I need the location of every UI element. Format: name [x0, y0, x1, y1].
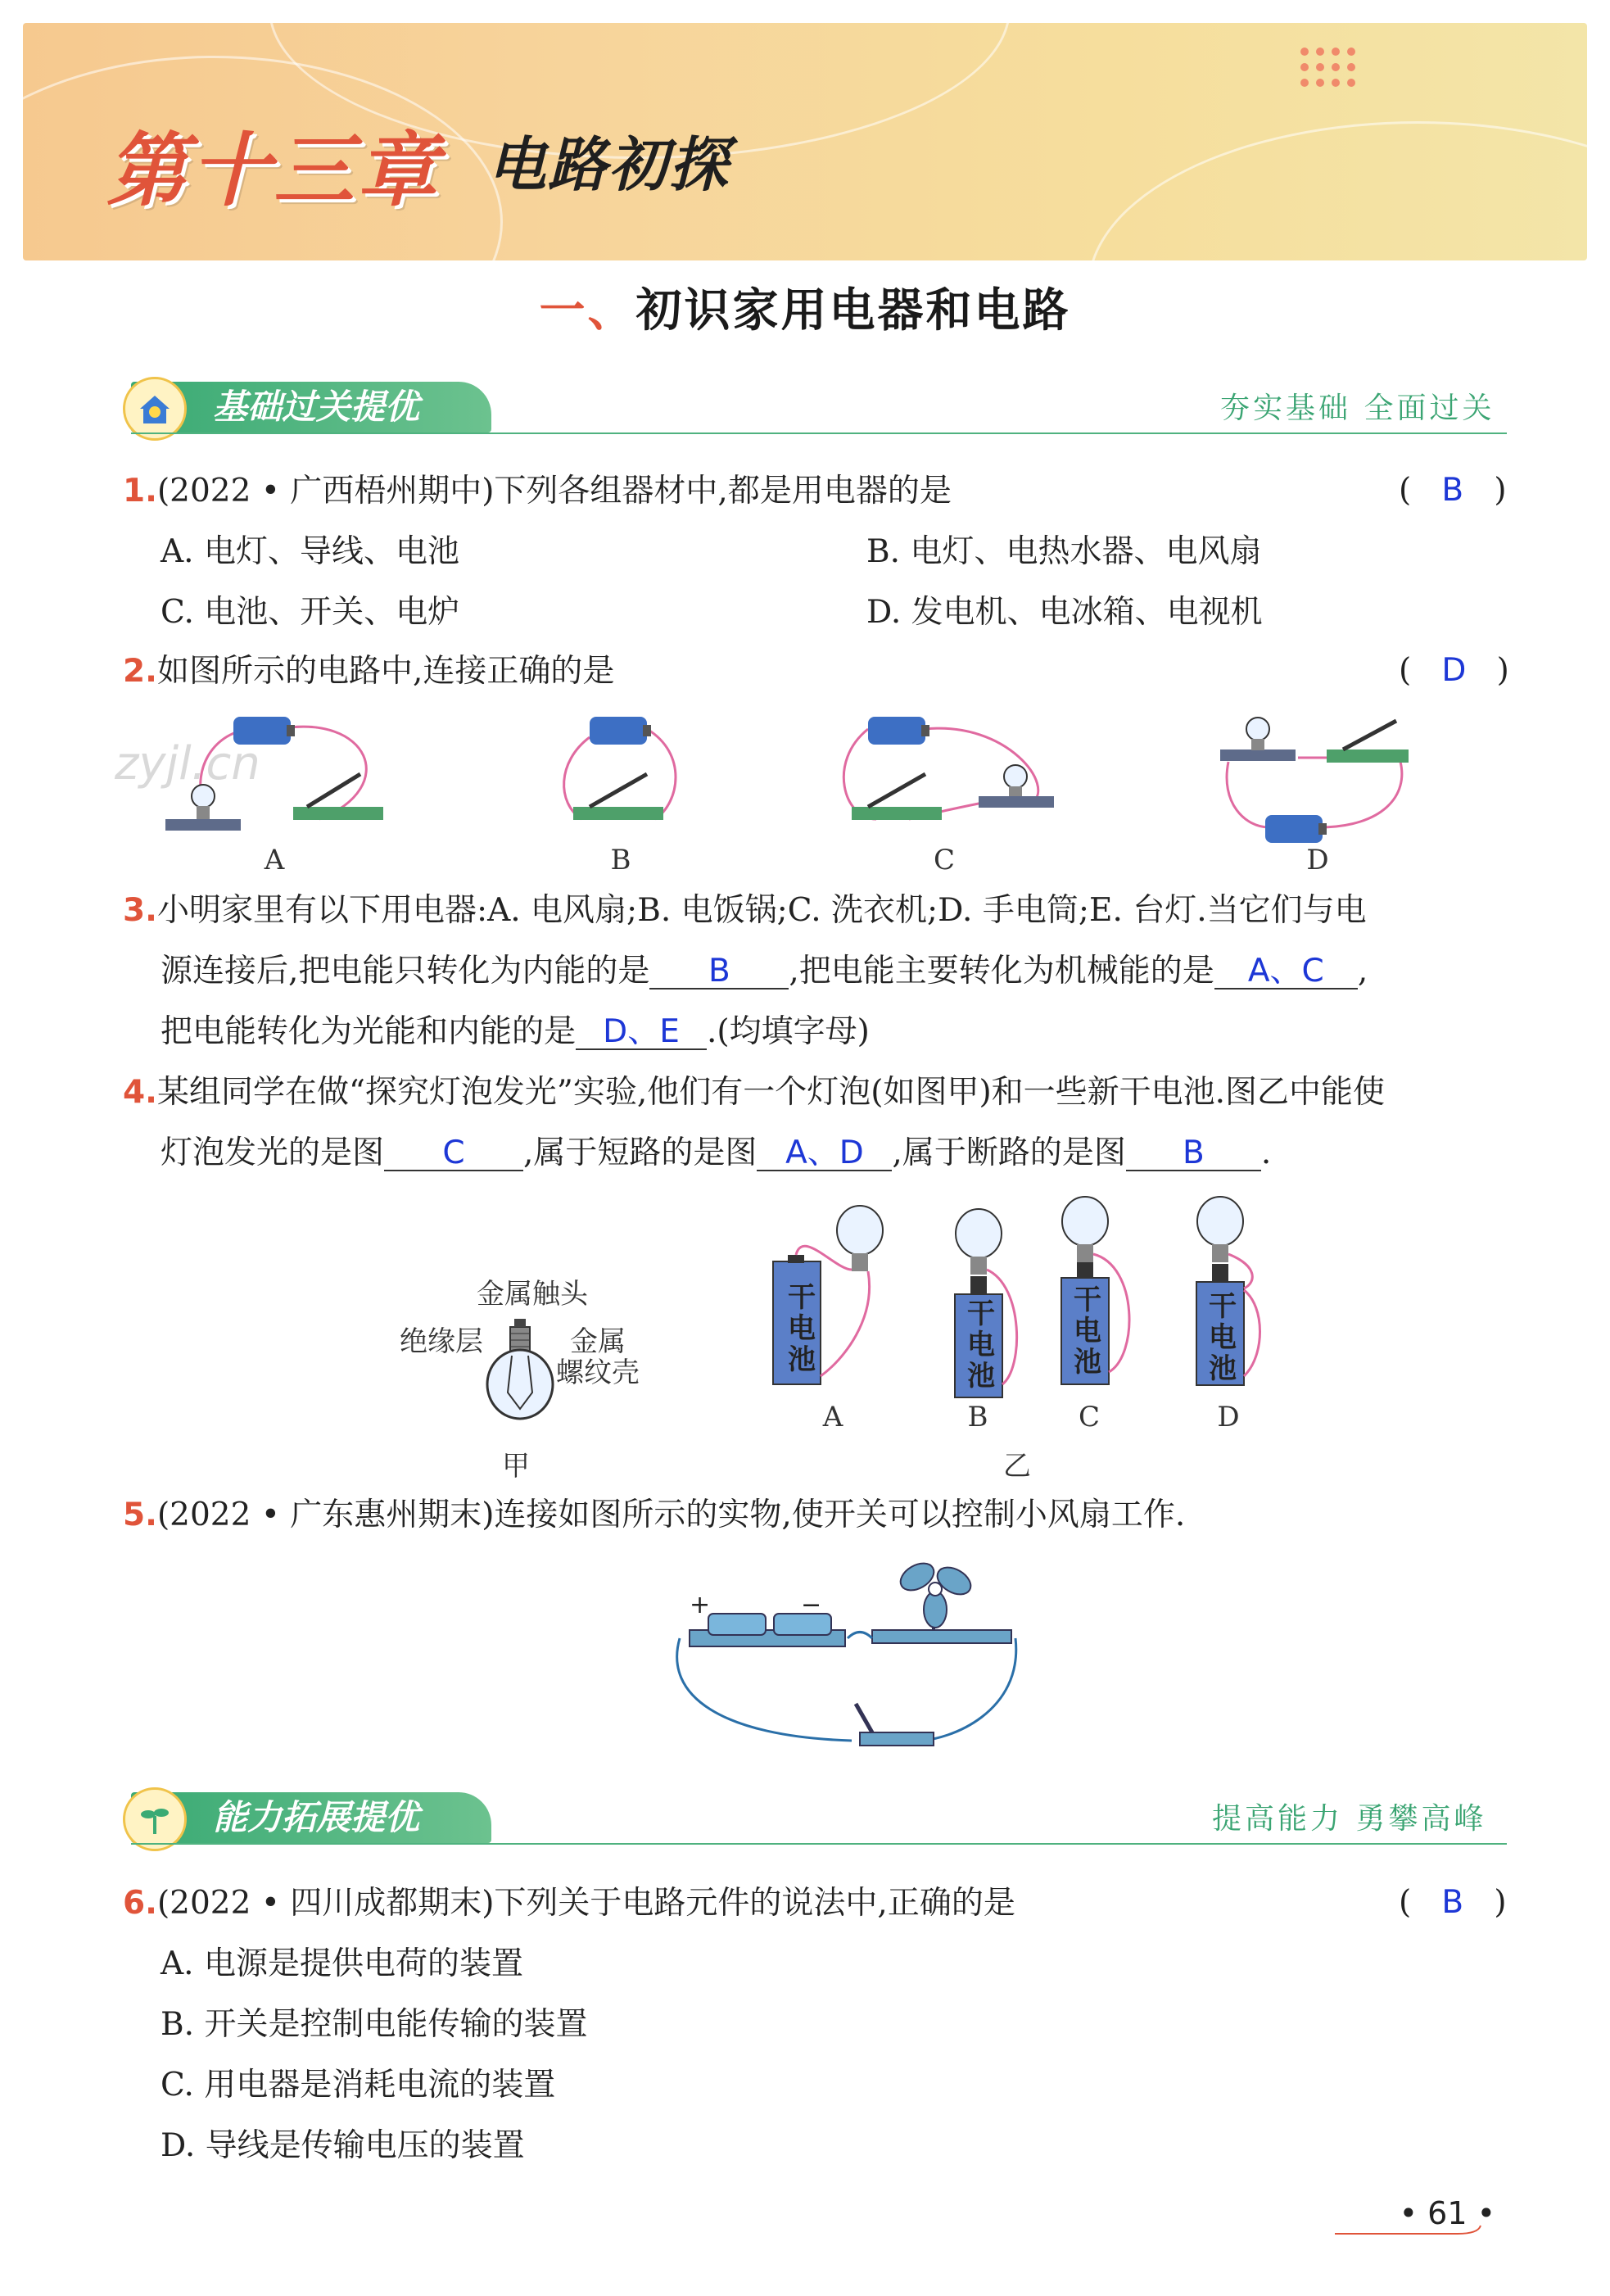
q6-option-c: C. 用电器是消耗电流的装置 [161, 2067, 556, 2104]
band-basic-label: 基础过关提优 [131, 382, 491, 432]
circuit-b-diagram [557, 704, 688, 852]
q1-answer: B [1441, 472, 1464, 509]
band-ability-label: 能力拓展提优 [131, 1792, 491, 1843]
q3-line3 [161, 1012, 870, 1052]
q6-option-d: D. 导线是传输电压的装置 [161, 2127, 525, 2164]
label-metal-shell-2: 螺纹壳 [556, 1356, 640, 1389]
q4-number: 4. [123, 1074, 157, 1111]
q3-line3-part1: 把电能转化为光能和内能的是 [161, 1013, 577, 1050]
q1-option-a: A. 电灯、导线、电池 [161, 533, 459, 570]
q3-line1-text: 小明家里有以下用电器:A. 电风扇;B. 电饭锅;C. 洗衣机;D. 手电筒;E. 台灯.当它们与电 [156, 892, 1367, 929]
q4-line2-part4: . [1260, 1134, 1272, 1171]
circuit-d-diagram [1220, 704, 1417, 852]
battery-label-b: B [967, 1401, 988, 1433]
section-title-text: 初识家用电器和电路 [635, 283, 1071, 337]
q4-line1-text: 某组同学在做“探究灯泡发光”实验,他们有一个灯泡(如图甲)和一些新干电池.图乙中能使 [156, 1074, 1386, 1111]
q3-line2-part1: 源连接后,把电能只转化为内能的是 [161, 953, 650, 989]
q6-stem-text: (2022 • 四川成都期末)下列关于电路元件的说法中,正确的是 [156, 1885, 1015, 1922]
chapter-number: 第十三章 [106, 125, 441, 218]
plus-sign: + [690, 1591, 711, 1619]
circuit-label-a: A [264, 844, 285, 876]
q6-option-a: A. 电源是提供电荷的装置 [161, 1945, 523, 1982]
q6-option-b: B. 开关是控制电能传输的装置 [161, 2006, 588, 2043]
plant-icon [123, 1787, 187, 1851]
q3-line2 [161, 952, 1368, 991]
q6-stem [123, 1884, 1015, 1923]
q4-line2-part3: ,属于断路的是图 [892, 1134, 1126, 1171]
circuit-label-c: C [933, 844, 955, 876]
q4-blank1[interactable]: C [384, 1137, 523, 1171]
page-number: • 61 • [1399, 2195, 1495, 2231]
decorative-dots [1300, 48, 1355, 87]
q2-number: 2. [123, 653, 157, 690]
battery-char: 池 [788, 1343, 816, 1376]
battery-label-a: A [822, 1401, 843, 1433]
q1-stem-text: (2022 • 广西梧州期中)下列各组器材中,都是用电器的是 [156, 473, 952, 509]
q6-answer: B [1441, 1884, 1464, 1921]
q2-stem-text: 如图所示的电路中,连接正确的是 [156, 653, 615, 690]
q2-answer-paren: ( D ) [1399, 652, 1509, 689]
q4-line2 [161, 1134, 1271, 1173]
battery-text-a [784, 1282, 820, 1375]
battery-char: 电 [967, 1329, 995, 1361]
q6-answer-paren: ( B ) [1399, 1884, 1507, 1921]
band-basic-slogan: 夯实基础 全面过关 [1220, 392, 1495, 425]
section-title [0, 274, 1610, 340]
q4-blank3[interactable]: B [1126, 1137, 1261, 1171]
watermark: zyjl.cn [115, 737, 260, 790]
q4-line2-part2: ,属于短路的是图 [523, 1134, 758, 1171]
chapter-title: 电路初探 [487, 130, 730, 199]
q4-line1 [123, 1073, 1385, 1112]
battery-char: 干 [788, 1281, 816, 1314]
q1-answer-paren: ( B ) [1399, 472, 1507, 509]
battery-label-d: D [1217, 1401, 1240, 1433]
q3-number: 3. [123, 892, 157, 929]
circuit-c-diagram [843, 704, 1056, 852]
q2-answer: D [1441, 652, 1467, 689]
circuit-label-d: D [1306, 844, 1329, 876]
q1-option-c: C. 电池、开关、电炉 [161, 594, 460, 631]
page-number-underline [1335, 2216, 1499, 2240]
bulb-jia-diagram [483, 1311, 557, 1425]
battery-char: 干 [1074, 1284, 1101, 1316]
caption-jia: 甲 [502, 1450, 530, 1483]
battery-char: 池 [1074, 1346, 1101, 1379]
battery-char: 池 [967, 1360, 995, 1393]
battery-char: 干 [1209, 1290, 1237, 1323]
battery-text-c [1070, 1284, 1106, 1378]
label-metal-shell-1: 金属 [570, 1325, 626, 1358]
battery-label-c: C [1078, 1401, 1100, 1433]
fan-circuit-diagram [672, 1548, 1015, 1761]
q4-line2-part1: 灯泡发光的是图 [161, 1134, 385, 1171]
q3-line1 [123, 891, 1367, 931]
q5-stem-text: (2022 • 广东惠州期末)连接如图所示的实物,使开关可以控制小风扇工作. [156, 1497, 1186, 1533]
q3-line3-part2: .(均填字母) [707, 1013, 870, 1050]
battery-text-d [1205, 1291, 1241, 1384]
q5-number: 5. [123, 1497, 157, 1533]
q1-option-d: D. 发电机、电冰箱、电视机 [866, 594, 1263, 631]
band-ability-slogan: 提高能力 勇攀高峰 [1212, 1802, 1487, 1836]
minus-sign: − [801, 1591, 822, 1619]
q3-blank2[interactable]: A、C [1214, 955, 1358, 989]
battery-char: 电 [788, 1312, 816, 1345]
q5-stem [123, 1496, 1185, 1535]
q2-stem [123, 652, 614, 691]
section-number: 一、 [539, 283, 636, 337]
battery-char: 电 [1209, 1321, 1237, 1354]
q1-stem [123, 472, 952, 511]
band-ability-rule [131, 1843, 1507, 1845]
label-metal-contact: 金属触头 [477, 1278, 588, 1311]
q3-blank3[interactable]: D、E [576, 1016, 707, 1050]
house-bulb-icon [123, 377, 187, 441]
q3-blank1[interactable]: B [649, 955, 789, 989]
q3-line2-part2: ,把电能主要转化为机械能的是 [789, 953, 1214, 989]
battery-char: 池 [1209, 1352, 1237, 1385]
caption-yi: 乙 [1003, 1450, 1031, 1483]
q1-number: 1. [123, 473, 157, 509]
q3-line2-part3: , [1357, 953, 1368, 989]
label-insulation: 绝缘层 [400, 1325, 483, 1358]
circuit-label-b: B [610, 844, 631, 876]
battery-char: 电 [1074, 1315, 1101, 1347]
q6-number: 6. [123, 1885, 157, 1922]
band-basic-rule [131, 432, 1507, 434]
battery-text-b [963, 1298, 999, 1392]
battery-char: 干 [967, 1297, 995, 1330]
q1-option-b: B. 电灯、电热水器、电风扇 [866, 533, 1262, 570]
q4-blank2[interactable]: A、D [757, 1137, 892, 1171]
